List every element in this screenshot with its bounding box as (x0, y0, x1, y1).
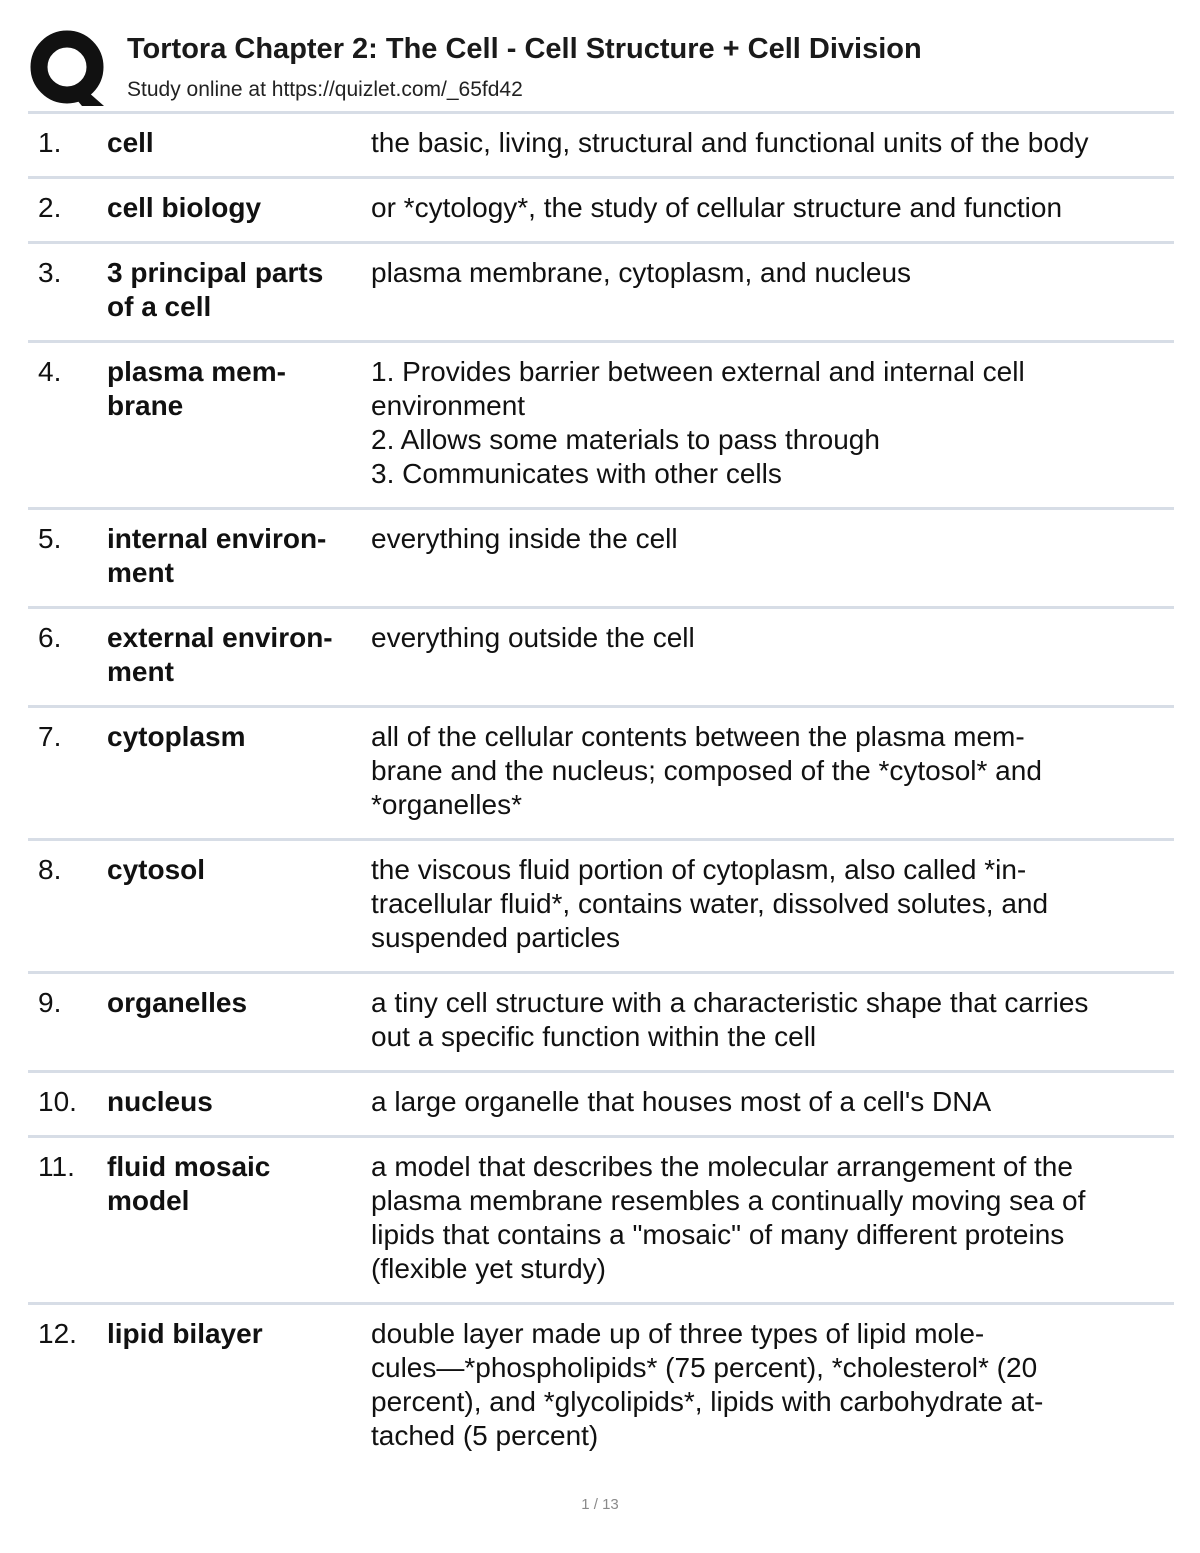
card-term: fluid mosaic model (107, 1151, 271, 1216)
card-term: cytoplasm (107, 721, 246, 752)
document-header (30, 30, 1172, 108)
card-term: 3 principal parts of a cell (107, 257, 324, 322)
flashcard-row (28, 1135, 1174, 1302)
flashcard-row (28, 176, 1174, 241)
flashcard-row (28, 111, 1174, 176)
flashcard-row (28, 971, 1174, 1070)
card-number: 8. (38, 854, 62, 885)
card-number: 5. (38, 523, 62, 554)
card-definition: a model that describes the molecular arrangement of the plasma membrane resembles a continually moving sea of lipids that contains a "mosaic" of many different proteins (flexible yet sturdy) (371, 1151, 1086, 1284)
card-number: 3. (38, 257, 62, 288)
flashcard-row (28, 1070, 1174, 1135)
card-definition: 1. Provides barrier between external and internal cell environment 2. Allows some materials to pass through 3. Communicates with other cells (371, 356, 1025, 489)
card-definition: the basic, living, structural and functional units of the body (371, 127, 1089, 158)
flashcard-row (28, 838, 1174, 971)
quizlet-q-logo-icon (30, 30, 108, 108)
card-number: 1. (38, 127, 62, 158)
card-term: internal environ- ment (107, 523, 327, 588)
card-number: 7. (38, 721, 62, 752)
flashcard-row (28, 340, 1174, 507)
card-term: lipid bilayer (107, 1318, 263, 1349)
card-number: 11. (38, 1151, 75, 1182)
card-number: 10. (38, 1086, 77, 1117)
card-definition: double layer made up of three types of lipid mole- cules—*phospholipids* (75 percent), *cholesterol* (20 percent), and *glycolipids*, lipids with carbohydrate at- tached (5 percent) (371, 1318, 1044, 1451)
card-term: cytosol (107, 854, 206, 885)
study-online-link[interactable]: Study online at https://quizlet.com/_65fd42 (127, 78, 523, 101)
page-number: 1 / 13 (581, 1496, 619, 1513)
flashcard-row (28, 241, 1174, 340)
flashcard-row (28, 507, 1174, 606)
card-number: 4. (38, 356, 62, 387)
card-number: 12. (38, 1318, 77, 1349)
flashcard-row (28, 606, 1174, 705)
card-term: external environ- ment (107, 622, 333, 687)
card-definition: the viscous fluid portion of cytoplasm, also called *in- tracellular fluid*, contains water, dissolved solutes, and suspended particles (371, 854, 1049, 953)
card-definition: plasma membrane, cytoplasm, and nucleus (371, 257, 912, 288)
card-number: 9. (38, 987, 62, 1018)
card-definition: all of the cellular contents between the plasma mem- brane and the nucleus; composed of the *cytosol* and *organelles* (371, 721, 1042, 820)
flashcard-row (28, 1302, 1174, 1469)
card-term: organelles (107, 987, 248, 1018)
document-title: Tortora Chapter 2: The Cell - Cell Structure + Cell Division (127, 33, 922, 65)
card-definition: a tiny cell structure with a characteristic shape that carries out a specific function within the cell (371, 987, 1089, 1052)
card-definition: everything outside the cell (371, 622, 695, 653)
flashcard-list (28, 111, 1174, 1469)
card-definition: a large organelle that houses most of a cell's DNA (371, 1086, 992, 1117)
card-term: cell biology (107, 192, 262, 223)
card-number: 2. (38, 192, 62, 223)
card-definition: or *cytology*, the study of cellular structure and function (371, 192, 1063, 223)
card-number: 6. (38, 622, 62, 653)
card-term: plasma mem- brane (107, 356, 286, 421)
card-term: nucleus (107, 1086, 213, 1117)
card-term: cell (107, 127, 154, 158)
flashcard-row (28, 705, 1174, 838)
card-definition: everything inside the cell (371, 523, 678, 554)
